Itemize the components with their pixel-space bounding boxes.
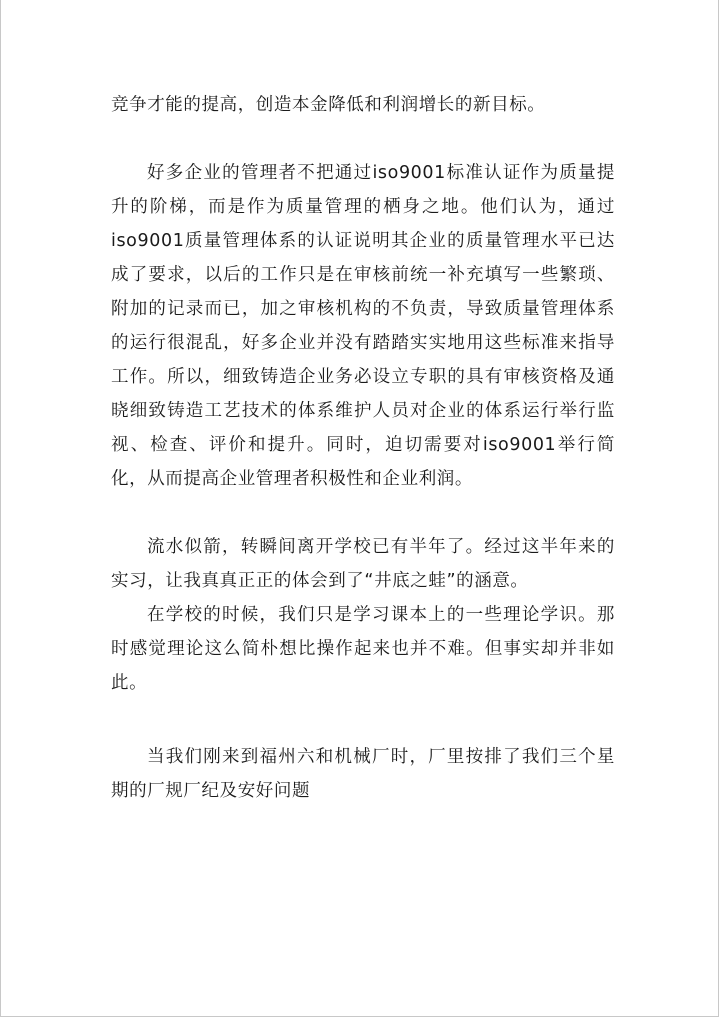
paragraph-factory-arrival: 当我们刚来到福州六和机械厂时，厂里按排了我们三个星期的厂规厂纪及安好问题 bbox=[111, 747, 615, 801]
document-body bbox=[111, 88, 615, 808]
paragraph-iso9001: 好多企业的管理者不把通过iso9001标准认证作为质量提升的阶梯，而是作为质量管理的栖身之地。他们认为，通过iso9001质量管理体系的认证说明其企业的质量管理水平已达成了要求，以后的工作只是在审核前统一补充填写一些繁琐、附加的记录而已，加之审核机构的不负责，导致质量管理体系的运行很混乱，好多企业并没有踏踏实实地用这些标准来指导工作。所以，细致铸造企业务必设立专职的具有审核资格及通晓细致铸造工艺技术的体系维护人员对企业的体系运行举行监视、检查、评价和提升。同时，迫切需要对iso9001举行简化，从而提高企业管理者积极性和企业利润。 bbox=[111, 163, 615, 489]
paragraph-school-theory: 在学校的时候，我们只是学习课本上的一些理论学识。那时感觉理论这么简朴想比操作起来也并不难。但事实却并非如此。 bbox=[111, 605, 615, 693]
paragraph-continuation: 竞争才能的提高，创造本金降低和利润增长的新目标。 bbox=[111, 95, 546, 115]
paragraph-internship-intro: 流水似箭，转瞬间离开学校已有半年了。经过这半年来的实习，让我真真正正的体会到了“井底之蛙”的涵意。 bbox=[111, 537, 615, 591]
